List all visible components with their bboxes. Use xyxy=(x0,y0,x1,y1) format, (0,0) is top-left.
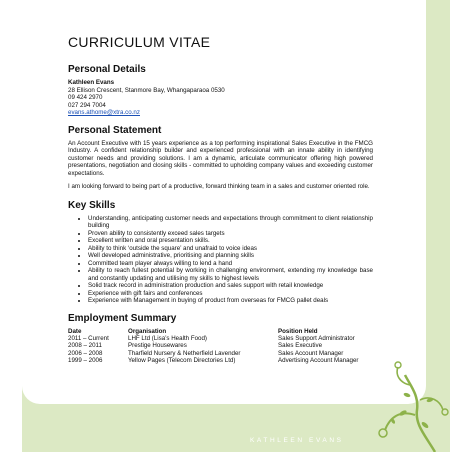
cell-organisation: Yellow Pages (Telecom Directories Ltd) xyxy=(128,357,236,364)
cv-content xyxy=(68,34,373,365)
table-row xyxy=(68,357,373,365)
phone-mobile: 027 294 7004 xyxy=(68,101,106,109)
email-link[interactable]: evans.athome@xtra.co.nz xyxy=(68,109,140,116)
cell-date: 2006 – 2008 xyxy=(68,349,103,357)
cell-position: Sales Support Administrator xyxy=(278,334,355,342)
list-item: • Ability to reach fullest potential by working in challenging environment, extending my knowledge base and constantly updating and utilising my skills to highest levels xyxy=(88,267,373,282)
column-header-date: Date xyxy=(68,327,82,335)
cell-date: 2008 – 2011 xyxy=(68,342,102,349)
person-name: Kathleen Evans xyxy=(68,79,115,86)
table-row xyxy=(68,350,373,358)
list-item: • Excellent written and oral presentation skills. xyxy=(88,237,373,245)
address: 28 Ellison Crescent, Stanmore Bay, Whangaparaoa 0530 xyxy=(68,86,225,94)
cell-position: Advertising Account Manager xyxy=(278,357,359,364)
table-row xyxy=(68,342,373,350)
list-item: • Proven ability to consistently exceed sales targets xyxy=(88,230,373,238)
cell-organisation: Tharfield Nursery & Netherfield Lavender xyxy=(128,349,241,357)
personal-details-heading: Personal Details xyxy=(68,64,146,75)
cell-organisation: Prestige Housewares xyxy=(128,342,187,349)
vine-decoration xyxy=(355,355,450,452)
cell-position: Sales Executive xyxy=(278,342,323,349)
personal-statement-heading: Personal Statement xyxy=(68,124,162,136)
column-header-position: Position Held xyxy=(278,327,318,335)
column-header-organisation: Organisation xyxy=(128,327,167,335)
list-item: • Experience with gift fairs and conferences xyxy=(88,290,373,298)
statement-paragraph-2: I am looking forward to being part of a productive, forward thinking team in a sales and customer oriented role. xyxy=(68,183,370,190)
list-item: • Well developed administrative, prioritising and planning skills xyxy=(88,252,373,260)
cell-date: 1999 – 2006 xyxy=(68,357,103,364)
document-title: CURRICULUM VITAE xyxy=(68,34,211,50)
employment-table xyxy=(68,328,373,365)
phone-home: 09 424 2970 xyxy=(68,94,103,101)
employment-heading: Employment Summary xyxy=(68,312,177,324)
table-header-row xyxy=(68,328,373,335)
cell-organisation: LHF Ltd (Lisa’s Health Food) xyxy=(128,334,207,342)
skills-list xyxy=(68,215,373,305)
cell-position: Sales Account Manager xyxy=(278,349,344,357)
statement-paragraph-1: An Account Executive with 15 years experience as a top performing inspirational Sales Executive in the FMCG Industry. A confident relationship builder and experienced professional with an innate ability in identifying customer needs and providing solutions. I am a dynamic, articulate communicator offering high powered presentations, negotiation and closing skills - committed to upholding company values and exceeding customer expectations. xyxy=(68,139,373,177)
list-item: • Solid track record in administration production and sales support with retail knowledge xyxy=(88,282,373,290)
list-item: • Committed team player always willing to lend a hand xyxy=(88,260,373,268)
cell-date: 2011 – Current xyxy=(68,334,109,342)
footer-name: KATHLEEN EVANS xyxy=(250,437,344,444)
list-item: • Experience with Management in buying of product from overseas for FMCG pallet deals xyxy=(88,297,373,305)
list-item: • Ability to think ‘outside the square’ and unafraid to voice ideas xyxy=(88,245,373,253)
table-row xyxy=(68,335,373,343)
list-item: • Understanding, anticipating customer needs and expectations through commitment to client relationship building xyxy=(88,215,373,230)
key-skills-heading: Key Skills xyxy=(68,199,116,211)
